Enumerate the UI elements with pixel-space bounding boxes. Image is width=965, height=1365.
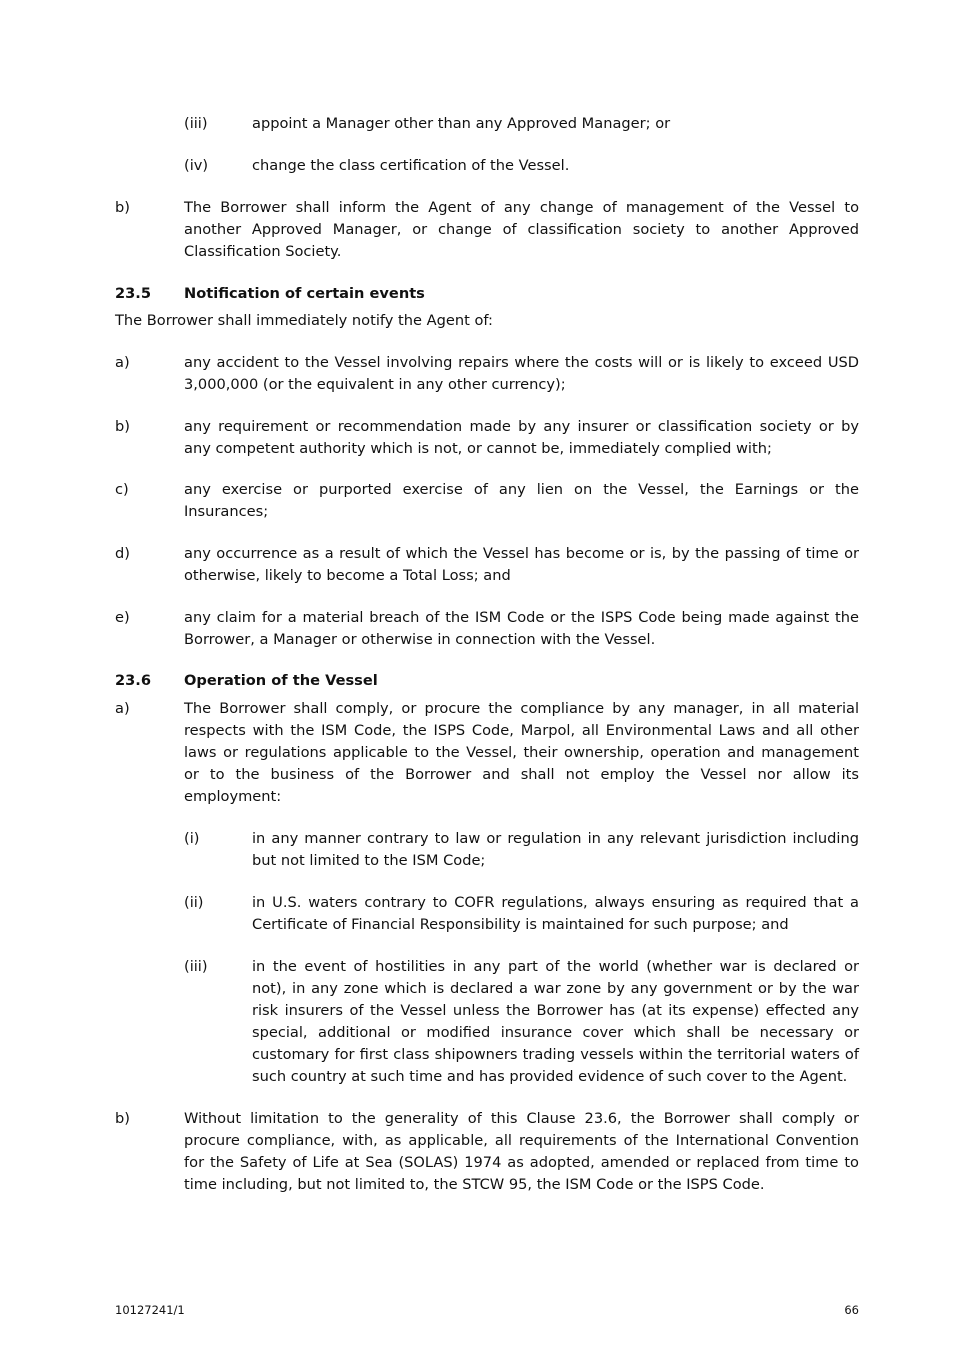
sub-item-iii-number: (iii) [184, 115, 208, 132]
sub-item-ii-paragraph: in U.S. waters contrary to COFR regulations, always ensuring as required that a Certificate of Financial Responsibility is maintained for such purpose; and [252, 894, 859, 933]
item-a-paragraph: The Borrower shall comply, or procure the compliance by any manager, in all material respects with the ISM Code, the ISPS Code, Marpol, all Environmental Laws and all other laws or regulations applicable to the Vessel, their ownership, operation and management or to the business of the Borrower and shall not employ the Vessel nor allow its employment: [184, 700, 859, 805]
item-b-paragraph: Without limitation to the generality of this Clause 23.6, the Borrower shall comply or procure compliance, with, as applicable, all requirements of the International Convention for the Safety of Life at Sea (SOLAS) 1974 as adopted, amended or replaced from time to time including, but not limited to, the STCW 95, the ISM Code or the ISPS Code. [184, 1110, 859, 1193]
sub-item-i-paragraph: in any manner contrary to law or regulation in any relevant jurisdiction including but not limited to the ISM Code; [252, 830, 859, 869]
sub-item-i-number: (i) [184, 830, 200, 847]
item-a-paragraph: any accident to the Vessel involving repairs where the costs will or is likely to exceed USD 3,000,000 (or the equivalent in any other currency); [184, 354, 859, 393]
document-reference: 10127241/1 [115, 1303, 185, 1317]
section-23-5-number: 23.5 [115, 285, 152, 302]
section-23-6-title: Operation of the Vessel [184, 672, 378, 689]
section-23-5-intro: The Borrower shall immediately notify the Agent of: [115, 312, 493, 329]
section-23-5-title: Notification of certain events [184, 285, 425, 302]
item-b-paragraph: any requirement or recommendation made by any insurer or classification society or by any competent authority which is not, or cannot be, immediately complied with; [184, 418, 859, 457]
section-23-6-number: 23.6 [115, 672, 152, 689]
item-c-label: c) [115, 481, 129, 498]
item-b-label: b) [115, 199, 130, 216]
item-b-label: b) [115, 1110, 130, 1127]
item-a-label: a) [115, 354, 130, 371]
sub-item-iii-paragraph: in the event of hostilities in any part of the world (whether war is declared or not), in any zone which is declared a war zone by any government or by the war risk insurers of the Vessel unless the Borrower has (at its expense) effected any special, additional or modified insurance cover which shall be necessary or customary for first class shipowners trading vessels within the territorial waters of such country at such time and has provided evidence of such cover to the Agent. [252, 958, 859, 1085]
item-e-paragraph: any claim for a material breach of the ISM Code or the ISPS Code being made against the Borrower, a Manager or otherwise in connection with the Vessel. [184, 609, 859, 648]
page-number: 66 [844, 1303, 859, 1317]
item-d-label: d) [115, 545, 130, 562]
item-b-label: b) [115, 418, 130, 435]
sub-item-iv-text: change the class certification of the Vessel. [252, 157, 570, 174]
sub-item-ii-number: (ii) [184, 894, 204, 911]
sub-item-iii-text: appoint a Manager other than any Approved Manager; or [252, 115, 671, 132]
item-a-label: a) [115, 700, 130, 717]
sub-item-iii-number: (iii) [184, 958, 208, 975]
item-e-label: e) [115, 609, 130, 626]
item-c-paragraph: any exercise or purported exercise of any lien on the Vessel, the Earnings or the Insurances; [184, 481, 859, 520]
sub-item-iv-number: (iv) [184, 157, 209, 174]
item-b-paragraph: The Borrower shall inform the Agent of any change of management of the Vessel to another Approved Manager, or change of classification society to another Approved Classification Society. [184, 199, 859, 260]
item-d-paragraph: any occurrence as a result of which the Vessel has become or is, by the passing of time or otherwise, likely to become a Total Loss; and [184, 545, 859, 584]
